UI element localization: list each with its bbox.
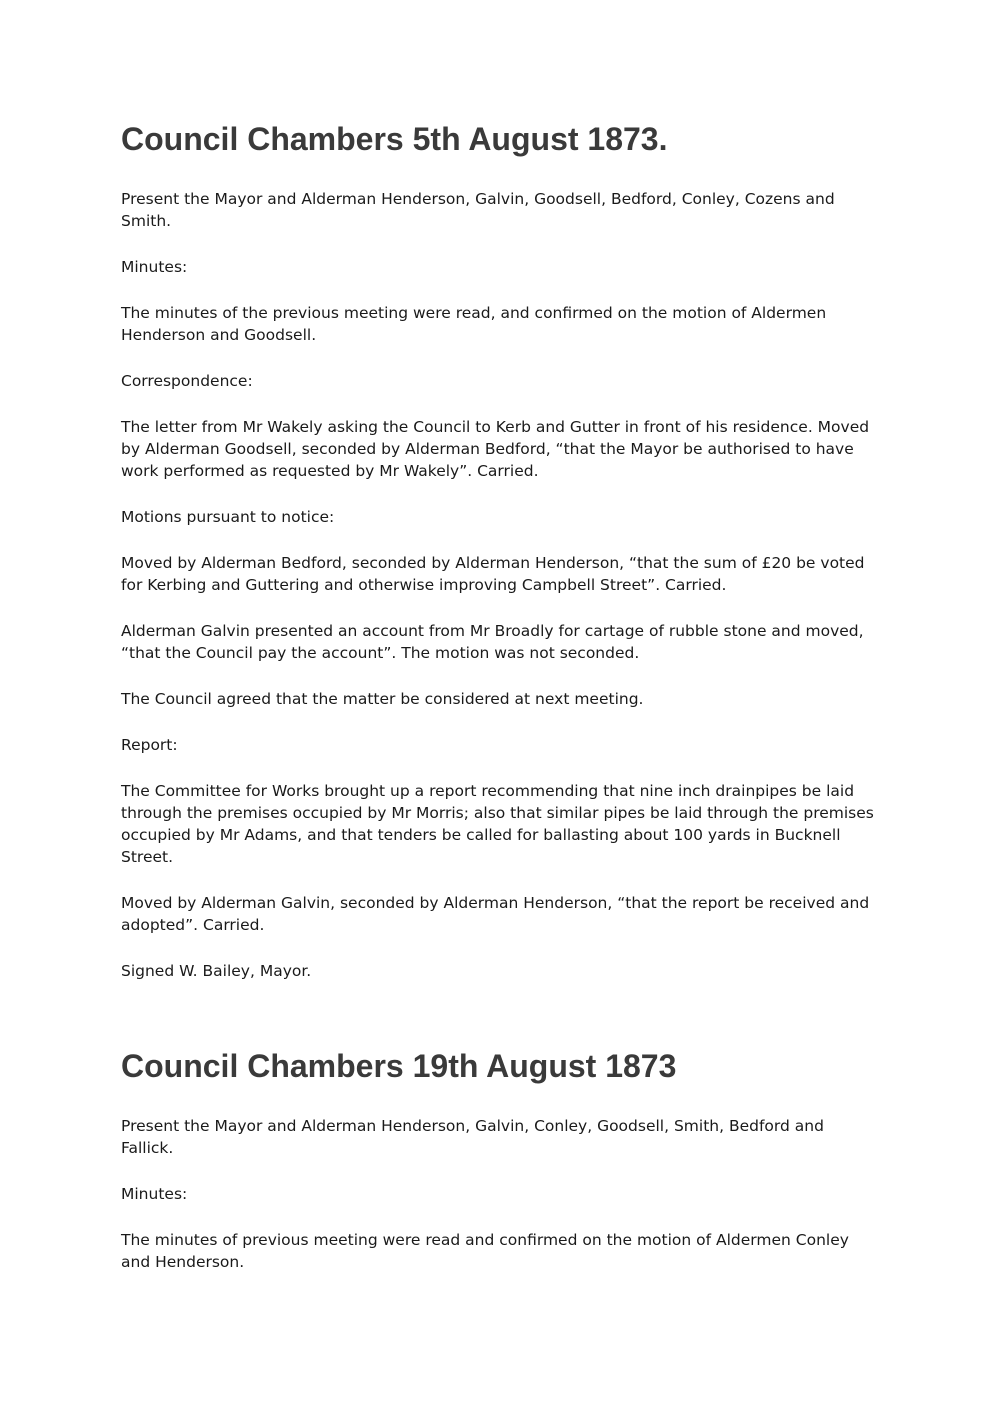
meeting-section <box>121 120 881 1006</box>
motion-paragraph: Moved by Alderman Bedford, seconded by Alderman Henderson, “that the sum of £20 be voted for Kerbing and Guttering and otherwise improving Campbell Street”. Carried. <box>121 554 865 595</box>
section-label-report: Report: <box>121 736 178 755</box>
section-label-correspondence: Correspondence: <box>121 372 253 391</box>
meeting-section <box>121 1047 881 1297</box>
correspondence-paragraph: The letter from Mr Wakely asking the Council to Kerb and Gutter in front of his residence. Moved by Alderman Goodsell, seconded by Alderman Bedford, “that the Mayor be authorised to have work performed as requested by Mr Wakely”. Carried. <box>121 418 870 481</box>
section-label-motions: Motions pursuant to notice: <box>121 508 335 527</box>
minutes-paragraph: The minutes of previous meeting were read and confirmed on the motion of Aldermen Conley and Henderson. <box>121 1231 849 1272</box>
motion-paragraph: Alderman Galvin presented an account from Mr Broadly for cartage of rubble stone and moved, “that the Council pay the account”. The motion was not seconded. <box>121 622 864 663</box>
meeting-heading: Council Chambers 19th August 1873 <box>121 1048 677 1084</box>
report-paragraph: The Committee for Works brought up a report recommending that nine inch drainpipes be laid through the premises occupied by Mr Morris; also that similar pipes be laid through the premises occupied by Mr Adams, and that tenders be called for ballasting about 100 yards in Bucknell Street. <box>121 782 874 867</box>
motion-paragraph: The Council agreed that the matter be considered at next meeting. <box>121 690 644 709</box>
meeting-heading: Council Chambers 5th August 1873. <box>121 121 668 157</box>
minutes-paragraph: The minutes of the previous meeting were read, and confirmed on the motion of Aldermen Henderson and Goodsell. <box>121 304 827 345</box>
section-label-minutes: Minutes: <box>121 1185 188 1204</box>
section-label-minutes: Minutes: <box>121 258 188 277</box>
attendance-paragraph: Present the Mayor and Alderman Henderson, Galvin, Goodsell, Bedford, Conley, Cozens and Smith. <box>121 190 835 231</box>
signature-line: Signed W. Bailey, Mayor. <box>121 962 312 981</box>
attendance-paragraph: Present the Mayor and Alderman Henderson, Galvin, Conley, Goodsell, Smith, Bedford and Fallick. <box>121 1117 824 1158</box>
report-motion-paragraph: Moved by Alderman Galvin, seconded by Alderman Henderson, “that the report be received and adopted”. Carried. <box>121 894 870 935</box>
